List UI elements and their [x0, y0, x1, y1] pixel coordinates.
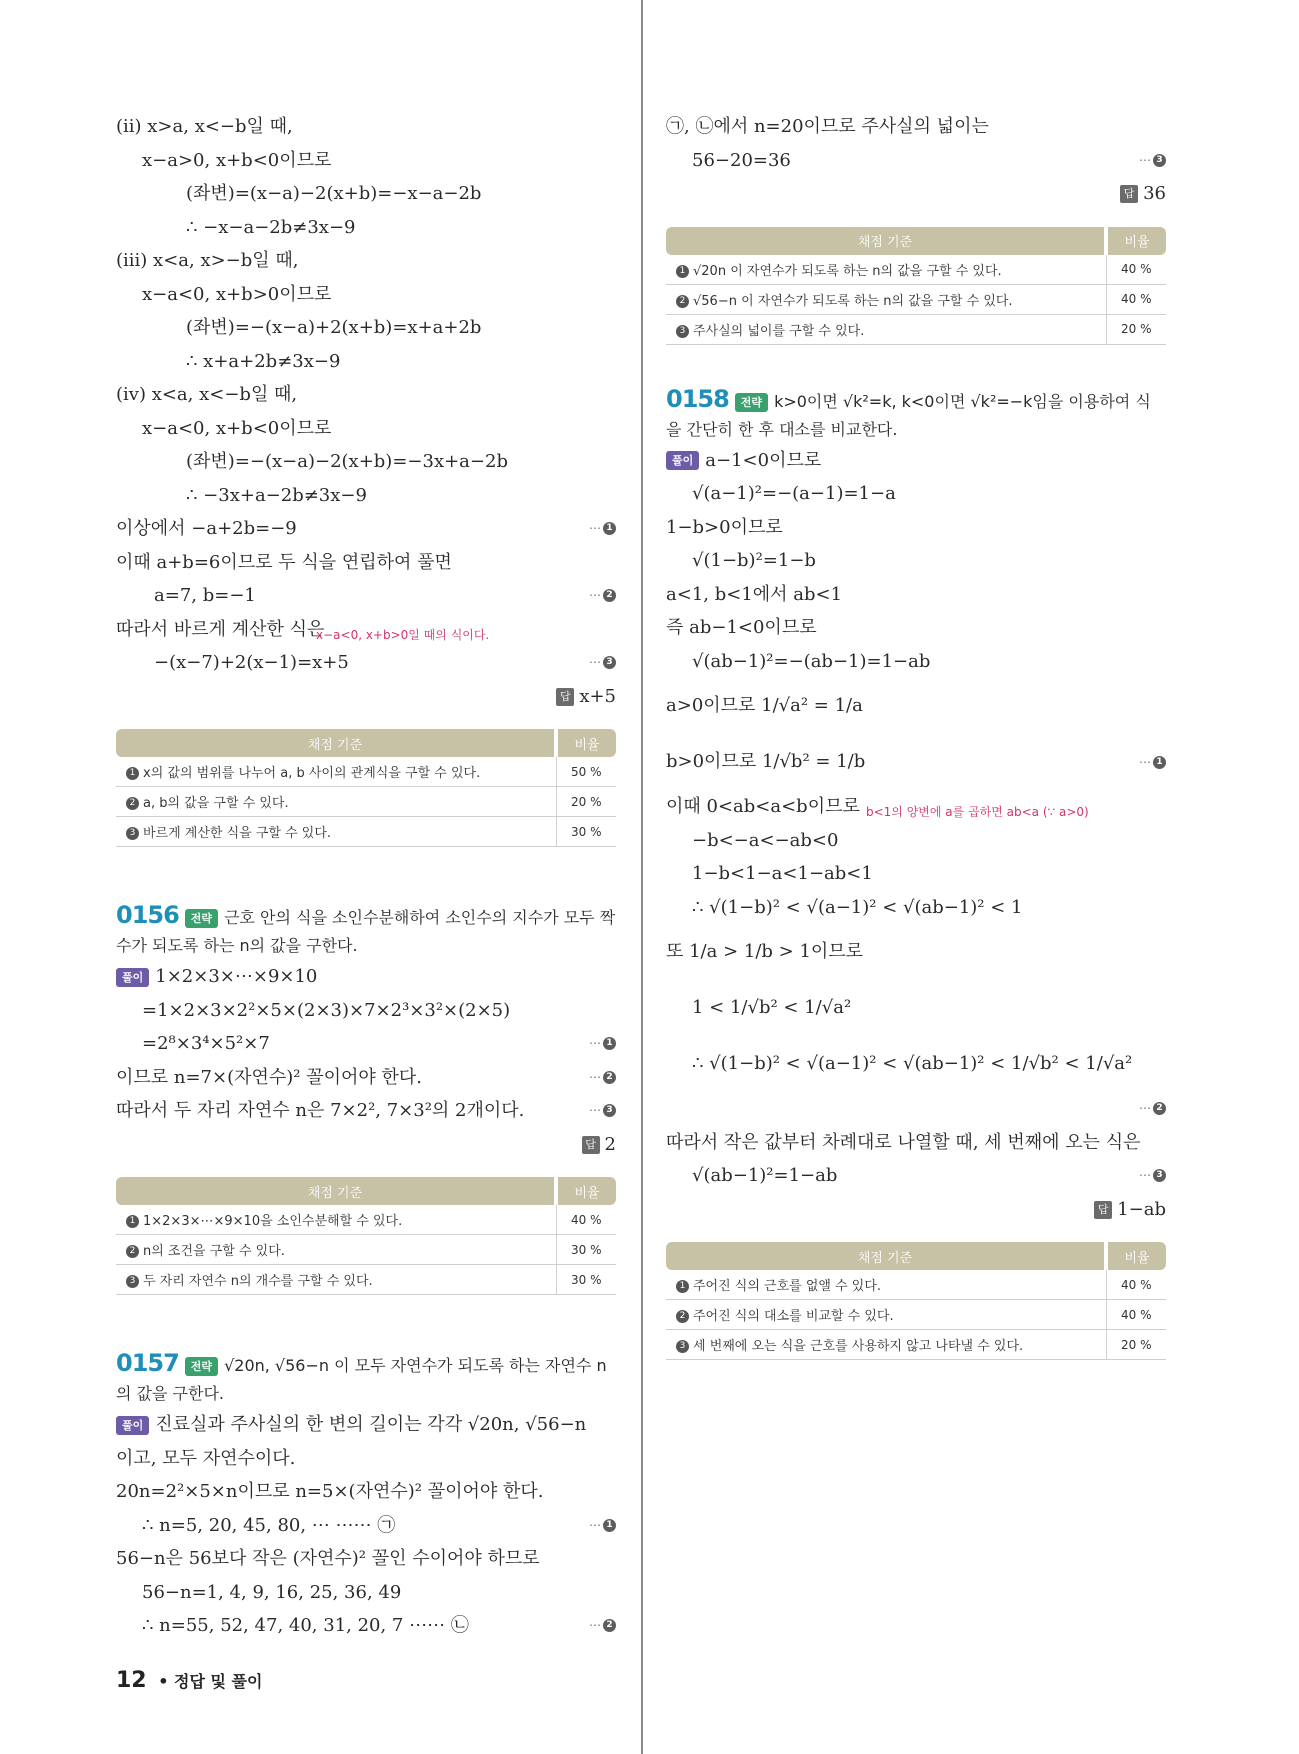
solution-line — [666, 790, 1166, 824]
spacer — [116, 1299, 616, 1343]
answer-icon: 답 — [1120, 185, 1138, 203]
line-text: −(x−7)+2(x−1)=x+5 — [154, 652, 349, 673]
problem-number: 0157 — [116, 1349, 179, 1377]
solution-line — [116, 1061, 616, 1095]
line-text: 따라서 작은 값부터 차례대로 나열할 때, 세 번째에 오는 식은 — [666, 1131, 1141, 1153]
answer-line — [666, 177, 1166, 211]
criterion-text: √20n 이 자연수가 되도록 하는 n의 값을 구할 수 있다. — [693, 263, 1002, 279]
solution-line — [116, 479, 616, 513]
answer-icon: 답 — [1094, 1201, 1112, 1219]
step-number: 2 — [676, 1310, 689, 1323]
answer-value: 36 — [1143, 183, 1166, 204]
rubric-header-row — [666, 227, 1166, 255]
line-text: a<1, b<1에서 ab<1 — [666, 583, 843, 605]
step-number: 2 — [126, 797, 139, 810]
line-text: ∴ n=55, 52, 47, 40, 31, 20, 7 ⋯⋯ ㉡ — [142, 1615, 469, 1636]
criterion-text: 두 자리 자연수 n의 개수를 구할 수 있다. — [143, 1274, 373, 1289]
grading-rubric-table — [116, 1177, 616, 1295]
rubric-header-row — [116, 1177, 616, 1205]
step-number: 2 — [676, 295, 689, 308]
line-text: ∴ √(1−b)² < √(a−1)² < √(ab−1)² < 1 — [692, 896, 1023, 918]
line-text: a=7, b=−1 — [154, 585, 256, 606]
line-text: 이때 a+b=6이므로 두 식을 연립하여 풀면 — [116, 551, 452, 573]
line-text: √(1−b)²=1−b — [692, 550, 816, 571]
rubric-criterion — [666, 1330, 1106, 1360]
line-text: 1−b>0이므로 — [666, 516, 783, 538]
solution-line — [116, 1027, 616, 1061]
solution-line — [666, 144, 1166, 178]
line-text: 이므로 n=7×(자연수)² 꼴이어야 한다. — [116, 1066, 423, 1088]
solution-line — [116, 1542, 616, 1576]
rubric-criterion — [116, 817, 556, 847]
step-number: 1 — [603, 1037, 616, 1050]
line-text: ∴ x+a+2b≠3x−9 — [186, 350, 341, 372]
solution-line — [116, 1475, 616, 1509]
rubric-header-row — [116, 729, 616, 757]
solution-line — [666, 511, 1166, 545]
criterion-text: 세 번째에 오는 식을 근호를 사용하지 않고 나타낼 수 있다. — [693, 1339, 1024, 1354]
solution-line — [116, 1509, 616, 1543]
solution-line — [666, 1159, 1166, 1193]
step-number: 3 — [603, 1104, 616, 1117]
problem-number: 0156 — [116, 901, 179, 929]
step-number: 3 — [603, 656, 616, 669]
table-row — [666, 1300, 1166, 1330]
step-number: 1 — [603, 522, 616, 535]
solution-line — [666, 924, 1166, 980]
spacer — [116, 851, 616, 895]
step-number: 1 — [603, 1519, 616, 1532]
line-text: 진료실과 주사실의 한 변의 길이는 각각 √20n, √56−n — [155, 1414, 587, 1435]
rubric-ratio-header: 비율 — [1106, 227, 1166, 255]
step-number: 1 — [676, 265, 689, 278]
table-row — [116, 1235, 616, 1265]
line-text: 1×2×3×⋯×9×10 — [155, 966, 318, 987]
rubric-criterion — [666, 284, 1106, 314]
solution-line — [116, 512, 616, 546]
solution-line — [666, 891, 1166, 925]
line-text: x−a>0, x+b<0이므로 — [142, 149, 332, 171]
margin-note: x−a<0, x+b>0일 때의 식이다. — [316, 627, 490, 642]
line-text: 이고, 모두 자연수이다. — [116, 1447, 296, 1469]
rubric-percent: 30 % — [556, 1265, 616, 1295]
solution-line — [666, 734, 1166, 790]
table-row — [116, 757, 616, 787]
line-text: =2⁸×3⁴×5²×7 — [142, 1033, 270, 1054]
solution-tag: 풀이 — [666, 451, 699, 470]
solution-line — [116, 144, 616, 178]
solution-line — [116, 1609, 616, 1643]
step-marker: ⋯ 3 — [589, 1094, 616, 1128]
step-number: 3 — [1153, 154, 1166, 167]
solution-line — [666, 544, 1166, 578]
answer-line — [116, 1128, 616, 1162]
line-text: ㉠, ㉡에서 n=20이므로 주사실의 넓이는 — [666, 116, 989, 137]
solution-line — [666, 444, 1166, 478]
solution-line — [116, 960, 616, 994]
solution-line — [116, 646, 616, 680]
step-number: 3 — [676, 1340, 689, 1353]
problem-number: 0158 — [666, 384, 729, 413]
solution-line — [116, 211, 616, 245]
solution-line — [116, 546, 616, 580]
answer-value: 2 — [604, 1133, 616, 1155]
solution-line — [116, 110, 616, 144]
line-text: √(a−1)²=−(a−1)=1−a — [692, 483, 896, 504]
rubric-criterion — [666, 255, 1106, 285]
rubric-criterion — [116, 757, 556, 787]
step-number: 3 — [126, 1275, 139, 1288]
strategy-tag: 전략 — [185, 909, 218, 928]
page-footer — [116, 1668, 262, 1693]
rubric-header-row — [666, 1242, 1166, 1270]
table-row — [666, 255, 1166, 285]
line-text: 56−n=1, 4, 9, 16, 25, 36, 49 — [142, 1581, 402, 1603]
criterion-text: 주사실의 넓이를 구할 수 있다. — [693, 323, 865, 339]
table-row — [116, 1265, 616, 1295]
line-text: −b<−a<−ab<0 — [692, 829, 839, 851]
step-number: 3 — [676, 325, 689, 338]
line-text: √(ab−1)²=1−ab — [692, 1165, 838, 1186]
step-marker: ⋯ 1 — [1139, 734, 1166, 790]
step-number: 1 — [126, 1215, 139, 1228]
step-number: 2 — [603, 589, 616, 602]
rubric-percent: 40 % — [556, 1205, 616, 1235]
grading-rubric-table — [666, 227, 1166, 345]
table-row — [116, 1205, 616, 1235]
solution-line — [116, 1094, 616, 1128]
line-text: 또 1/a > 1/b > 1이므로 — [666, 941, 864, 962]
step-number: 2 — [126, 1245, 139, 1258]
solution-line — [116, 994, 616, 1028]
solution-line — [116, 445, 616, 479]
line-text: 56−n은 56보다 작은 (자연수)² 꼴인 수이어야 하므로 — [116, 1548, 540, 1569]
step-marker: ⋯ 1 — [589, 1027, 616, 1061]
step-number: 2 — [1153, 1102, 1166, 1115]
solution-line — [116, 1442, 616, 1476]
step-number: 1 — [1153, 756, 1166, 769]
rubric-percent: 20 % — [556, 787, 616, 817]
rubric-header: 채점 기준 — [116, 729, 556, 757]
solution-line — [116, 1408, 616, 1442]
solution-line — [116, 177, 616, 211]
criterion-text: n의 조건을 구할 수 있다. — [143, 1244, 285, 1259]
line-text: (좌변)=−(x−a)+2(x+b)=x+a+2b — [186, 317, 482, 338]
criterion-text: 1×2×3×⋯×9×10을 소인수분해할 수 있다. — [143, 1214, 403, 1229]
rubric-criterion — [116, 787, 556, 817]
rubric-percent: 40 % — [1106, 1300, 1166, 1330]
criterion-text: 주어진 식의 근호를 없앨 수 있다. — [693, 1279, 882, 1294]
problem-header — [666, 385, 1166, 444]
strategy-text: k>0이면 √k²=k, k<0이면 √k²=−k임을 이용하여 식을 간단히 한 후 대소를 비교한다. — [666, 391, 1151, 439]
rubric-header: 채점 기준 — [666, 1242, 1106, 1270]
answer-line — [666, 1193, 1166, 1227]
step-marker: ⋯ 2 — [589, 579, 616, 613]
line-text: 1−b<1−a<1−ab<1 — [692, 863, 873, 884]
solution-line — [116, 244, 616, 278]
step-marker: ⋯ 3 — [1139, 1159, 1166, 1193]
criterion-text: 주어진 식의 대소를 비교할 수 있다. — [693, 1309, 894, 1324]
line-text: b>0이므로 1/√b² = 1/b — [666, 751, 866, 772]
solution-line — [116, 579, 616, 613]
criterion-text: x의 값의 범위를 나누어 a, b 사이의 관계식을 구할 수 있다. — [143, 766, 481, 781]
solution-line — [666, 857, 1166, 891]
line-text: 56−20=36 — [692, 149, 791, 171]
line-text: a>0이므로 1/√a² = 1/a — [666, 695, 863, 716]
solution-line — [116, 345, 616, 379]
rubric-criterion — [116, 1205, 556, 1235]
line-text: 따라서 두 자리 자연수 n은 7×2², 7×3²의 2개이다. — [116, 1100, 525, 1121]
solution-tag: 풀이 — [116, 1416, 149, 1435]
solution-line — [666, 578, 1166, 612]
rubric-ratio-header: 비율 — [556, 729, 616, 757]
solution-line — [116, 278, 616, 312]
line-text: ∴ −3x+a−2b≠3x−9 — [186, 484, 367, 506]
solution-line — [666, 824, 1166, 858]
step-number: 3 — [126, 827, 139, 840]
solution-line — [666, 980, 1166, 1036]
answer-line — [116, 680, 616, 714]
problem-header — [116, 901, 616, 960]
table-row — [666, 1330, 1166, 1360]
solution-line — [116, 311, 616, 345]
line-text: (ⅲ) x<a, x>−b일 때, — [116, 250, 299, 271]
rubric-percent: 40 % — [1106, 284, 1166, 314]
rubric-percent: 30 % — [556, 1235, 616, 1265]
table-row — [666, 1270, 1166, 1300]
rubric-percent: 40 % — [1106, 255, 1166, 285]
step-number: 2 — [603, 1619, 616, 1632]
criterion-text: a, b의 값을 구할 수 있다. — [143, 796, 289, 811]
line-text: 즉 ab−1<0이므로 — [666, 617, 817, 638]
answer-icon: 답 — [556, 688, 574, 706]
solution-line — [666, 611, 1166, 645]
step-marker: ⋯ 3 — [1139, 144, 1166, 178]
line-text: (ⅱ) x>a, x<−b일 때, — [116, 116, 293, 137]
line-text: a−1<0이므로 — [705, 449, 822, 471]
column-divider — [641, 0, 643, 1754]
strategy-tag: 전략 — [735, 393, 768, 412]
criterion-text: √56−n 이 자연수가 되도록 하는 n의 값을 구할 수 있다. — [693, 293, 1013, 309]
step-number: 2 — [603, 1071, 616, 1084]
right-column — [666, 110, 1166, 1364]
line-text: (좌변)=(x−a)−2(x+b)=−x−a−2b — [186, 183, 482, 204]
line-text: =1×2×3×2²×5×(2×3)×7×2³×3²×(2×5) — [142, 999, 511, 1021]
step-marker: ⋯ 3 — [589, 646, 616, 680]
rubric-criterion — [116, 1265, 556, 1295]
step-marker: ⋯ 1 — [589, 512, 616, 546]
rubric-criterion — [666, 1270, 1106, 1300]
answer-icon: 답 — [582, 1136, 600, 1154]
step-marker: ⋯ 1 — [589, 1509, 616, 1543]
rubric-criterion — [116, 1235, 556, 1265]
step-marker: ⋯ 2 — [589, 1609, 616, 1643]
answer-value: 1−ab — [1117, 1198, 1166, 1220]
rubric-percent: 40 % — [1106, 1270, 1166, 1300]
answer-value: x+5 — [579, 685, 616, 707]
solution-line — [666, 645, 1166, 679]
table-row — [666, 314, 1166, 344]
rubric-header: 채점 기준 — [116, 1177, 556, 1205]
footer-section: • 정답 및 풀이 — [158, 1672, 263, 1691]
rubric-percent: 20 % — [1106, 314, 1166, 344]
table-row — [116, 787, 616, 817]
table-row — [666, 284, 1166, 314]
rubric-criterion — [666, 314, 1106, 344]
line-text: 이때 0<ab<a<b이므로 — [666, 796, 860, 817]
solution-line — [116, 412, 616, 446]
solution-line — [666, 477, 1166, 511]
line-text: ∴ √(1−b)² < √(a−1)² < √(ab−1)² < 1/√b² < 1/√a² — [692, 1053, 1133, 1074]
solution-line — [666, 1036, 1166, 1092]
line-text: √(ab−1)²=−(ab−1)=1−ab — [692, 650, 931, 672]
spacer — [666, 349, 1166, 379]
step-number: 3 — [1153, 1169, 1166, 1182]
rubric-percent: 50 % — [556, 757, 616, 787]
line-text: (ⅳ) x<a, x<−b일 때, — [116, 384, 298, 405]
grading-rubric-table — [116, 729, 616, 847]
solution-line — [666, 678, 1166, 734]
solution-line — [116, 378, 616, 412]
solution-line — [116, 1576, 616, 1610]
solution-line — [666, 1126, 1166, 1160]
line-text: x−a<0, x+b>0이므로 — [142, 283, 332, 305]
strategy-tag: 전략 — [185, 1357, 218, 1376]
strategy-text: 근호 안의 식을 소인수분해하여 소인수의 지수가 모두 짝수가 되도록 하는 n의 값을 구한다. — [116, 908, 616, 955]
solution-tag: 풀이 — [116, 968, 149, 987]
grading-rubric-table — [666, 1242, 1166, 1360]
rubric-ratio-header: 비율 — [1106, 1242, 1166, 1270]
rubric-ratio-header: 비율 — [556, 1177, 616, 1205]
line-text: ∴ n=5, 20, 45, 80, ⋯ ⋯⋯ ㉠ — [142, 1514, 396, 1536]
rubric-percent: 30 % — [556, 817, 616, 847]
solution-line — [666, 1092, 1166, 1126]
line-text: (좌변)=−(x−a)−2(x+b)=−3x+a−2b — [186, 451, 508, 472]
step-marker: ⋯ 2 — [1139, 1092, 1166, 1126]
rubric-criterion — [666, 1300, 1106, 1330]
criterion-text: 바르게 계산한 식을 구할 수 있다. — [143, 826, 332, 841]
line-text: 1 < 1/√b² < 1/√a² — [692, 997, 852, 1018]
margin-note: b<1의 양변에 a를 곱하면 ab<a (∵ a>0) — [866, 805, 1089, 819]
line-text: 이상에서 −a+2b=−9 — [116, 518, 297, 539]
page-number: 12 — [116, 1668, 147, 1693]
left-column — [116, 110, 616, 1643]
problem-header — [116, 1349, 616, 1408]
rubric-header: 채점 기준 — [666, 227, 1106, 255]
line-text: 따라서 바르게 계산한 식은 — [116, 618, 325, 640]
line-text: ∴ −x−a−2b≠3x−9 — [186, 216, 356, 238]
line-text: 20n=2²×5×n이므로 n=5×(자연수)² 꼴이어야 한다. — [116, 1481, 544, 1502]
rubric-percent: 20 % — [1106, 1330, 1166, 1360]
solution-line — [116, 613, 616, 647]
strategy-text: √20n, √56−n 이 모두 자연수가 되도록 하는 자연수 n의 값을 구한다. — [116, 1356, 607, 1403]
step-marker: ⋯ 2 — [589, 1061, 616, 1095]
step-number: 1 — [126, 767, 139, 780]
step-number: 1 — [676, 1280, 689, 1293]
line-text: x−a<0, x+b<0이므로 — [142, 417, 332, 439]
table-row — [116, 817, 616, 847]
solution-line — [666, 110, 1166, 144]
